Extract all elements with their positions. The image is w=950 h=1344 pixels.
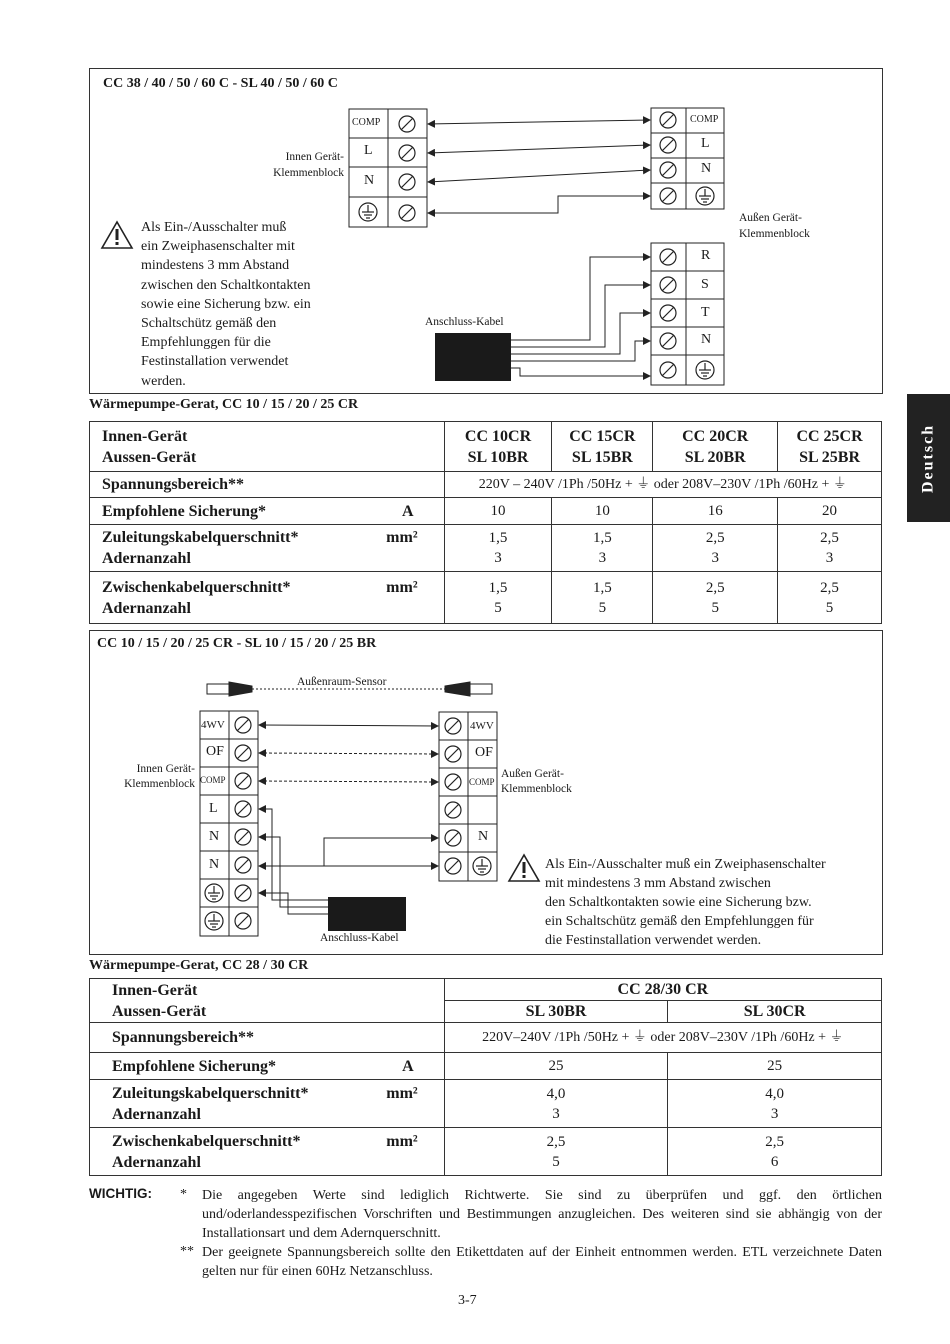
cable-block	[435, 333, 511, 381]
outdoor-terminal-block-2	[439, 712, 497, 881]
connection-wires-2	[259, 725, 438, 914]
note-2-text: Der geeignete Spannungsbereich sollte den Etikettdaten auf der Einheit entnommen werden. ETL verzeichnete Daten gelten nur für einen 60Hz Netzanschluss.	[202, 1245, 882, 1279]
note-1-marker: *	[180, 1187, 187, 1202]
outdoor-term2-comp: COMP	[469, 777, 495, 787]
warning-text-2: Als Ein-/Ausschalter muß ein Zweiphasenschalter mit mindestens 3 mm Abstand zwischen den Schaltkontakten sowie eine Sicherung bzw. ein Schaltschütz gemäß den Empfehlunggen für die Festinstallation verwendet werden.	[545, 857, 826, 948]
indoor-term-n: N	[364, 173, 375, 188]
indoor-term2-n2: N	[209, 857, 220, 872]
note-2-marker: **	[180, 1244, 194, 1259]
spec-table-1: Innen-Gerät Aussen-Gerät CC 10CR SL 10BR CC 15CR SL 15BR CC 20CR SL 20BR CC 25CR SL 25BR Spannungsbereich** 220V – 240V /1Ph /50Hz + ⏚ oder 208V–230V /1Ph /60Hz + ⏚ Empfohlene Sicherung* A 10 10 16 20 Zuleitungskabelquerschnitt* mm² Adernanzahl 1,5 3 1,5 3 2,5 3 2,5 3 Zwischenkabelquerschnitt* mm² Adernanzahl 1,5 5 1,5 5 2,5 5 2,5 5	[89, 421, 882, 624]
outdoor-term-l: L	[701, 136, 710, 151]
power-terminal-block	[651, 243, 724, 385]
power-term-s: S	[701, 277, 709, 292]
indoor-term-comp: COMP	[352, 117, 381, 128]
table-1-caption: Wärmepumpe-Gerat, CC 10 / 15 / 20 / 25 CR	[89, 397, 359, 412]
cable-label-2: Anschluss-Kabel	[320, 932, 399, 944]
outdoor-block-label: Außen Gerät- Klemmenblock	[739, 212, 810, 240]
outdoor-term2-of: OF	[475, 745, 493, 760]
outdoor-term2-n: N	[478, 829, 489, 844]
warning-icon-2	[509, 855, 539, 881]
outdoor-block-label-2: Außen Gerät- Klemmenblock	[501, 768, 572, 795]
outdoor-term-n: N	[701, 161, 712, 176]
note-1-text: Die angegeben Werte sind lediglich Richtwerte. Sie sind zu überprüfen und ggf. den örtlichen und/oderlandesspezifischen Vorschriften und Bestimmungen anzugleichen. Des weiteren sind sie abhängig von der Installationsart und dem Adernquerschnitt.	[202, 1188, 882, 1241]
diagram-2-title: CC 10 / 15 / 20 / 25 CR - SL 10 / 15 / 20 / 25 BR	[97, 636, 377, 651]
table-2-caption: Wärmepumpe-Gerat, CC 28 / 30 CR	[89, 958, 309, 973]
power-term-n: N	[701, 332, 712, 347]
cable-label: Anschluss-Kabel	[425, 316, 504, 328]
cable-block-2	[328, 897, 406, 931]
outdoor-term2-4wv: 4WV	[470, 720, 494, 732]
power-term-r: R	[701, 248, 711, 263]
indoor-term2-n1: N	[209, 829, 220, 844]
indoor-block-label: Innen Gerät- Klemmenblock	[273, 151, 344, 179]
notes-heading: WICHTIG:	[89, 1186, 152, 1201]
indoor-term2-comp: COMP	[200, 775, 226, 785]
indoor-term2-l: L	[209, 801, 218, 816]
sensor-label: Außenraum-Sensor	[297, 676, 387, 688]
warning-icon	[102, 222, 132, 248]
indoor-term2-of: OF	[206, 744, 224, 759]
indoor-block-label-2: Innen Gerät- Klemmenblock	[124, 763, 195, 790]
outdoor-term-comp: COMP	[690, 114, 719, 125]
power-term-t: T	[701, 305, 710, 320]
language-tab: Deutsch	[907, 394, 950, 522]
spec-table-2: Innen-Gerät Aussen-Gerät CC 28/30 CR SL 30BR SL 30CR Spannungsbereich** 220V–240V /1Ph /50Hz + ⏚ oder 208V–230V /1Ph /60Hz + ⏚ Empfohlene Sicherung* A 25 25 Zuleitungskabelquerschnitt* mm² Adernanzahl 4,0 3 4,0 3 Zwischenkabelquerschnitt* mm² Adernanzahl 2,5 5 2,5 6	[89, 978, 882, 1176]
page-number: 3-7	[458, 1293, 477, 1308]
indoor-term2-4wv: 4WV	[201, 719, 225, 731]
diagram-1-title: CC 38 / 40 / 50 / 60 C - SL 40 / 50 / 60 C	[103, 76, 338, 91]
warning-text-1: Als Ein-/Ausschalter muß ein Zweiphasenschalter mit mindestens 3 mm Abstand zwischen den Schaltkontakten sowie eine Sicherung bzw. ein Schaltschütz gemäß den Empfehlunggen für die Festinstallation verwendet werden.	[141, 220, 311, 389]
indoor-term-l: L	[364, 143, 373, 158]
